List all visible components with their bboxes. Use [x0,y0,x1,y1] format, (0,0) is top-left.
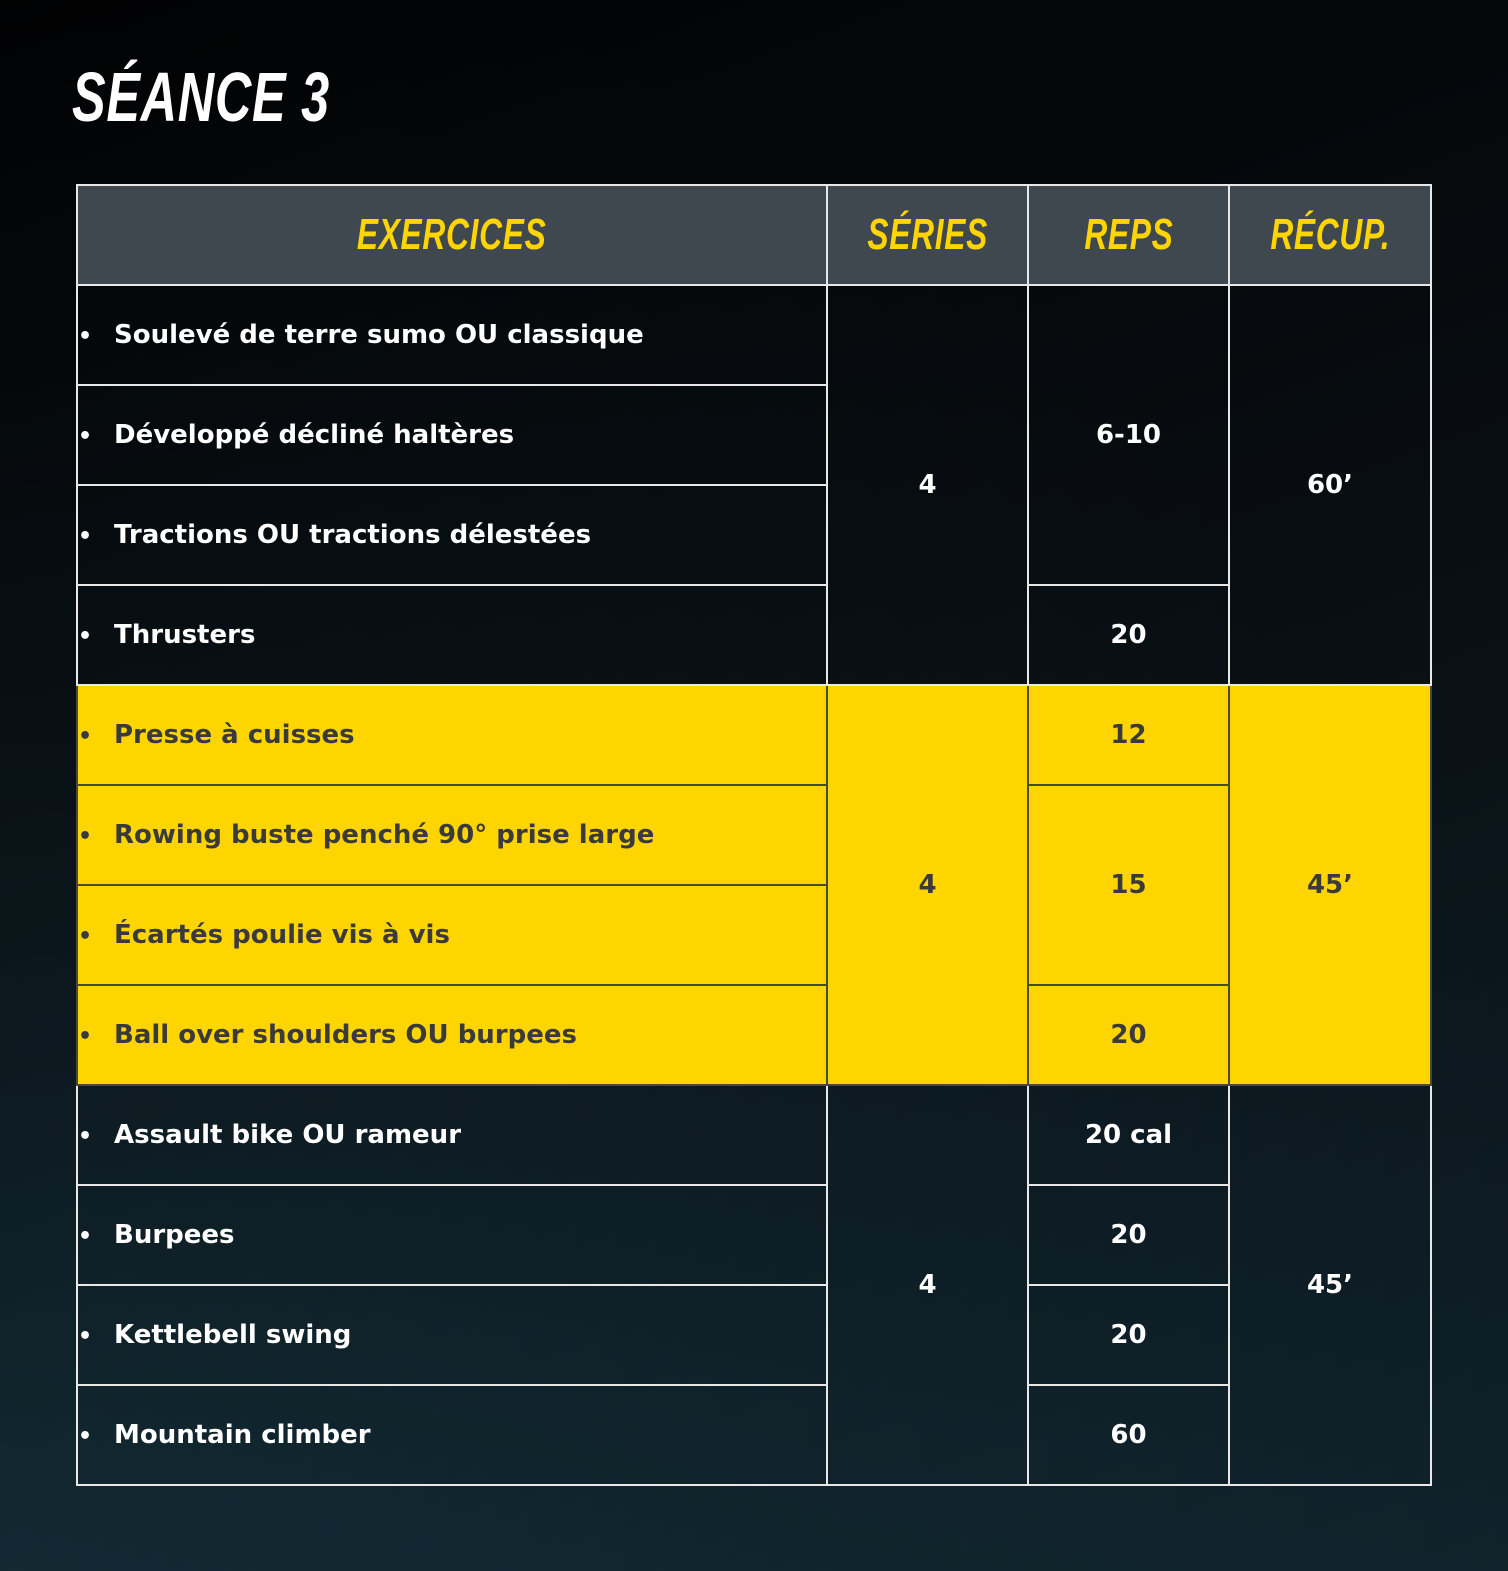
recup-cell: 45’ [1229,1085,1431,1485]
bullet-icon: • [78,424,93,449]
reps-cell: 12 [1028,685,1229,785]
reps-cell: 6-10 [1028,285,1229,585]
exercise-cell: • Mountain climber [77,1385,827,1485]
exercise-cell: • Kettlebell swing [77,1285,827,1385]
table-row [77,1385,1431,1485]
exercise-cell: • Assault bike OU rameur [77,1085,827,1185]
exercise-cell: • Thrusters [77,585,827,685]
table-row [77,785,1431,885]
exercise-cell: • Rowing buste penché 90° prise large [77,785,827,885]
table-row [77,985,1431,1085]
table-row [77,1285,1431,1385]
bullet-icon: • [78,324,93,349]
exercise-cell: • Burpees [77,1185,827,1285]
exercise-cell: • Tractions OU tractions délestées [77,485,827,585]
header-exercises: EXERCICES [77,185,827,285]
page-title: SÉANCE 3 [72,58,330,136]
reps-cell: 20 [1028,985,1229,1085]
bullet-icon: • [78,1224,93,1249]
bullet-icon: • [78,724,93,749]
header-series: SÉRIES [827,185,1028,285]
bullet-icon: • [78,1424,93,1449]
recup-cell: 60’ [1229,285,1431,685]
recup-cell: 45’ [1229,685,1431,1085]
table-row [77,1185,1431,1285]
bullet-icon: • [78,524,93,549]
header-recup: RÉCUP. [1229,185,1431,285]
table-row [77,285,1431,385]
bullet-icon: • [78,1124,93,1149]
bullet-icon: • [78,1324,93,1349]
bullet-icon: • [78,624,93,649]
series-cell: 4 [827,1085,1028,1485]
series-cell: 4 [827,685,1028,1085]
bullet-icon: • [78,824,93,849]
header-reps: REPS [1028,185,1229,285]
exercise-cell: • Ball over shoulders OU burpees [77,985,827,1085]
reps-cell: 20 cal [1028,1085,1229,1185]
exercise-cell: • Écartés poulie vis à vis [77,885,827,985]
reps-cell: 20 [1028,1185,1229,1285]
exercise-cell: • Soulevé de terre sumo OU classique [77,285,827,385]
series-cell: 4 [827,285,1028,685]
reps-cell: 20 [1028,585,1229,685]
exercise-cell: • Presse à cuisses [77,685,827,785]
workout-table [76,184,1432,1486]
table-row [77,685,1431,785]
exercise-cell: • Développé décliné haltères [77,385,827,485]
table-row [77,585,1431,685]
reps-cell: 20 [1028,1285,1229,1385]
bullet-icon: • [78,1024,93,1049]
bullet-icon: • [78,924,93,949]
reps-cell: 60 [1028,1385,1229,1485]
reps-cell: 15 [1028,785,1229,985]
table-row [77,1085,1431,1185]
header-row [77,185,1431,285]
